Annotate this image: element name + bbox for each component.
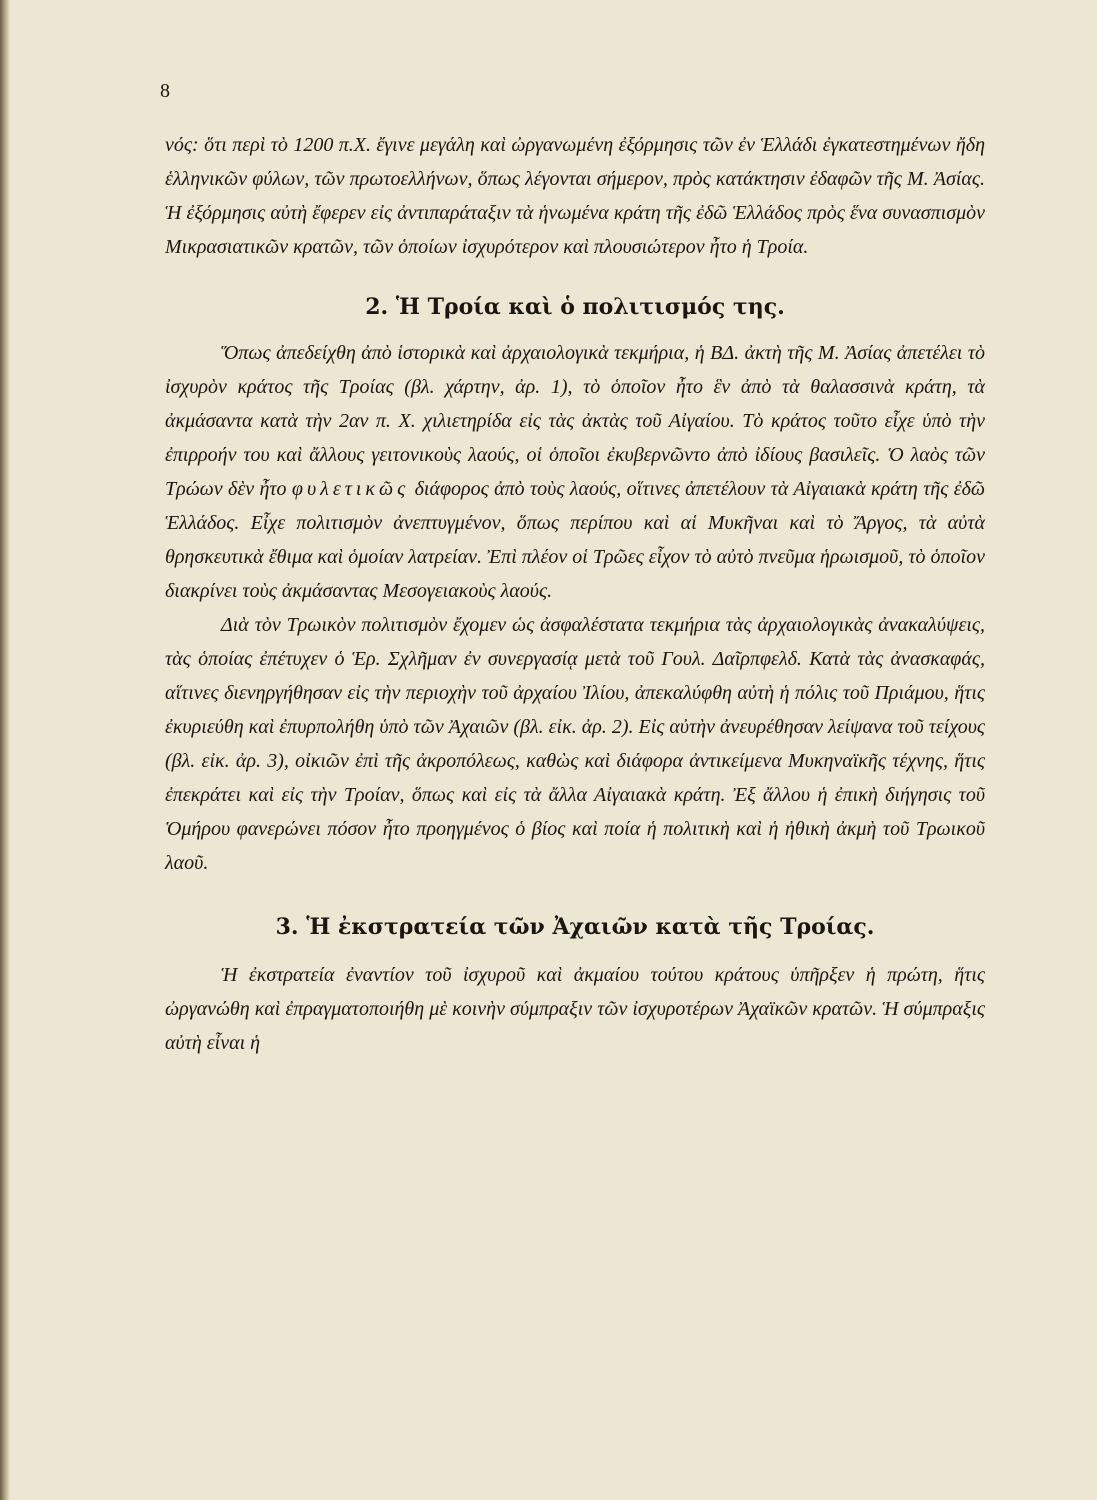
text-run: διάφορος ἀπὸ τοὺς λαούς, οἵτινες ἀπετέλουν τὰ Αἰγαιακὰ κράτη τῆς ἐδῶ Ἑλλάδος. Εἶχε πολιτισμὸν ἀνεπτυγμένον, ὅπως περίπου καὶ αἱ Μυκῆναι καὶ τὸ Ἄργος, τὰ αὐτὰ θρησκευτικὰ ἔθιμα καὶ ὁμοίαν λατρείαν. Ἐπὶ πλέον οἱ Τρῶες εἶχον τὸ αὐτὸ πνεῦμα ἡρωισμοῦ, τὸ ὁποῖον διακρίνει τοὺς ἀκμάσαντας Μεσογειακοὺς λαούς. — [165, 478, 985, 602]
paragraph-expedition: Ἡ ἐκστρατεία ἐναντίον τοῦ ἰσχυροῦ καὶ ἀκμαίου τούτου κράτους ὑπῆρξεν ἡ πρώτη, ἥτις ὠργανώθη καὶ ἐπραγματοποιήθη μὲ κοινὴν σύμπραξιν τῶν ἰσχυροτέρων Ἀχαϊκῶν κρατῶν. Ἡ σύμπραξις αὐτὴ εἶναι ἡ — [165, 964, 985, 1054]
section-heading-achaean-expedition: 3. Ἡ ἐκστρατεία τῶν Ἀχαιῶν κατὰ τῆς Τροίας. — [275, 914, 875, 940]
page-number: 8 — [160, 80, 170, 102]
paragraph-archaeological-evidence: Διὰ τὸν Τρωικὸν πολιτισμὸν ἔχομεν ὡς ἀσφαλέστατα τεκμήρια τὰς ἀρχαιολογικὰς ἀνακαλύψεις, τὰς ὁποίας ἐπέτυχεν ὁ Ἑρ. Σχλῆμαν ἐν συνεργασίᾳ μετὰ τοῦ Γουλ. Δαῖρπφελδ. Κατὰ τὰς ἀνασκαφάς, αἵτινες διενηργήθησαν εἰς τὴν περιοχὴν τοῦ ἀρχαίου Ἰλίου, ἀπεκαλύφθη αὐτὴ ἡ πόλις τοῦ Πριάμου, ἥτις ἐκυριεύθη καὶ ἐπυρπολήθη ὑπὸ τῶν Ἀχαιῶν (βλ. εἰκ. ἀρ. 2). Εἰς αὐτὴν ἀνευρέθησαν λείψανα τοῦ τείχους (βλ. εἰκ. ἀρ. 3), οἰκιῶν ἐπὶ τῆς ἀκροπόλεως, καθὼς καὶ διάφορα ἀντικείμενα Μυκηναϊκῆς τέχνης, ἥτις ἐπεκράτει καὶ εἰς τὴν Τροίαν, ὅπως καὶ εἰς τὰ ἄλλα Αἰγαιακὰ κράτη. Ἐξ ἄλλου ἡ ἐπικὴ διήγησις τοῦ Ὁμήρου φανερώνει πόσον ἦτο προηγμένος ὁ βίος καὶ ποία ἡ πολιτικὴ καὶ ἡ ἠθικὴ ἀκμὴ τοῦ Τρωικοῦ λαοῦ. — [165, 614, 985, 874]
page-body — [165, 128, 985, 1060]
text-run: Ὅπως ἀπεδείχθη ἀπὸ ἱστορικὰ καὶ ἀρχαιολογικὰ τεκμήρια, ἡ ΒΔ. ἀκτὴ τῆς Μ. Ἀσίας ἀπετέλει τὸ ἰσχυρὸν κράτος τῆς Τροίας (βλ. χάρτην, ἀρ. 1), τὸ ὁποῖον ἦτο ἓν ἀπὸ τὰ θαλασσινὰ κράτη, τὰ ἀκμάσαντα κατὰ τὴν 2αν π. Χ. χιλιετηρίδα εἰς τὰς ἀκτὰς τοῦ Αἰγαίου. Τὸ κράτος τοῦτο εἶχε ὑπὸ τὴν ἐπιρροήν του καὶ ἄλλους γειτονικοὺς λαούς, οἱ ὁποῖοι ἐκυβερνῶντο ἀπὸ ἰδίους βασιλεῖς. Ὁ λαὸς τῶν Τρώων δὲν ἦτο — [165, 342, 985, 500]
book-spine-edge — [0, 0, 10, 1500]
paragraph-intro-continuation: νός: ὅτι περὶ τὸ 1200 π.Χ. ἔγινε μεγάλη καὶ ὠργανωμένη ἐξόρμησις τῶν ἐν Ἑλλάδι ἐγκατεστημένων ἤδη ἑλληνικῶν φύλων, τῶν πρωτοελλήνων, ὅπως λέγονται σήμερον, πρὸς κατάκτησιν ἐδαφῶν τῆς Μ. Ἀσίας. Ἡ ἐξόρμησις αὐτὴ ἔφερεν εἰς ἀντιπαράταξιν τὰ ἡνωμένα κράτη τῆς ἐδῶ Ἑλλάδος πρὸς ἕνα συνασπισμὸν Μικρασιατικῶν κρατῶν, τῶν ὁποίων ἰσχυρότερον καὶ πλουσιώτερον ἦτο ἡ Τροία. — [165, 134, 985, 258]
section-heading-troy-civilization: 2. Ἡ Τροία καὶ ὁ πολιτισμός της. — [365, 294, 785, 320]
paragraph-troy-kingdom — [165, 336, 985, 608]
spaced-emphasis-word: φυλετικῶς — [291, 478, 410, 500]
